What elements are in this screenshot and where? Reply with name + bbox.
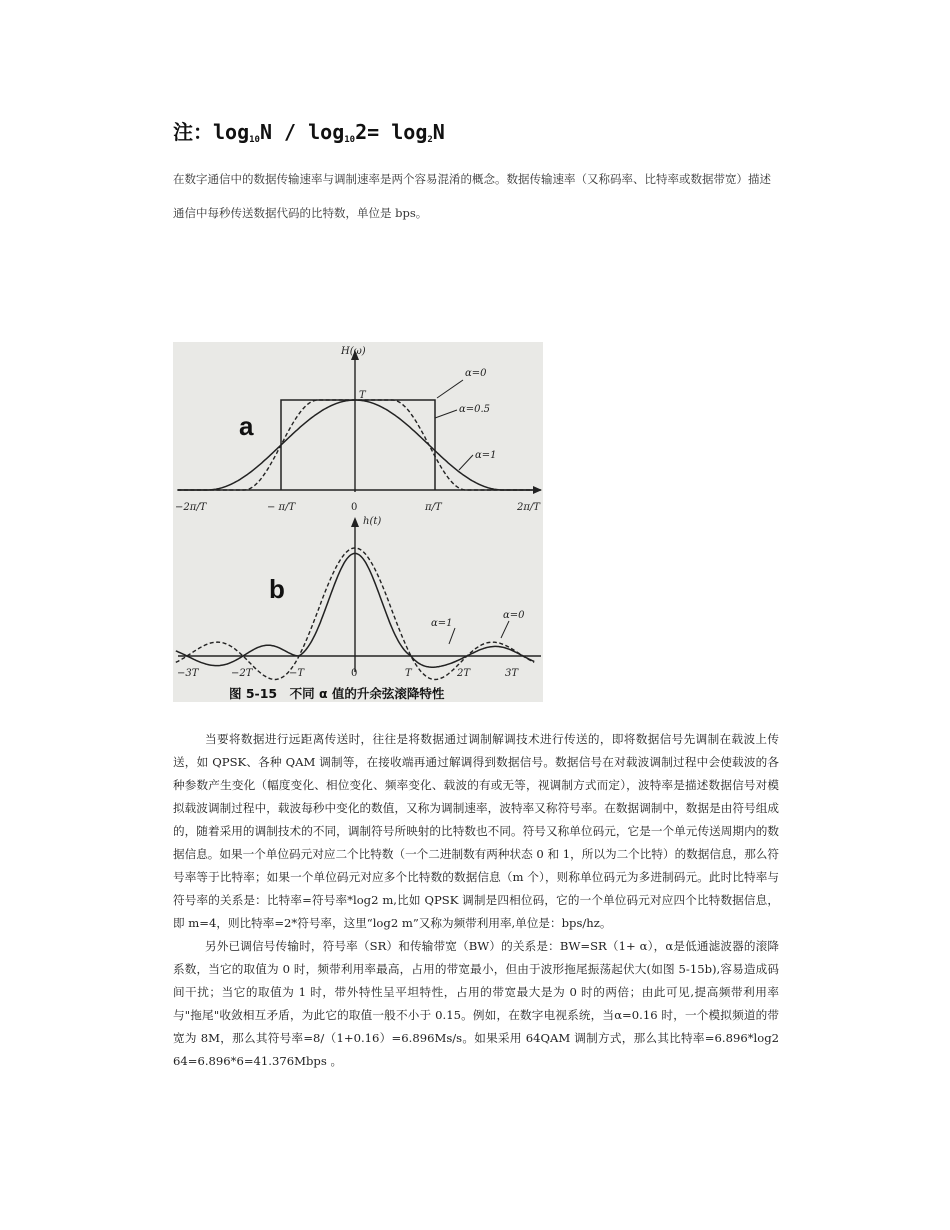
note-sub-1: 10 xyxy=(249,135,260,145)
a-xtick-2pi: 2π/T xyxy=(517,502,540,513)
b-xtick-neg2T: −2T xyxy=(231,668,253,679)
a-xtick-pi: π/T xyxy=(425,502,442,513)
figure-svg xyxy=(173,342,543,702)
note-text-1: log xyxy=(213,120,250,144)
a-T-label: T xyxy=(359,390,366,401)
note-prefix: 注： xyxy=(173,120,213,144)
body-paragraph-2: 另外已调信号传输时，符号率（SR）和传输带宽（BW）的关系是：BW=SR（1+ α），α是低通滤波器的滚降系数，当它的取值为 0 时，频带利用率最高，占用的带宽最小，但由于波形拖尾振荡起伏大(如图 5-15b),容易造成码间干扰；当它的取值为 1 时，带外特性呈平坦特性，占用的带宽最大是为 0 时的两倍；由此可见,提高频带利用率与"拖尾"收敛相互矛盾，为此它的取值一般不小于 0.15。例如，在数字电视系统，当α=0.16 时，一个模拟频道的带宽为 8M，那么其符号率=8/（1+0.16）=6.896Ms/s。如果采用 64QAM 调制方式，那么其比特率=6.896*log2 64=6.896*6=41.376Mbps 。 xyxy=(173,939,779,1068)
b-xtick-2T: 2T xyxy=(457,668,471,679)
panel-a-label: a xyxy=(239,411,254,441)
a-xtick-neg2pi: −2π/T xyxy=(175,502,207,513)
a-legend-alpha-0: α=0 xyxy=(465,368,487,379)
note-sub-3: 2 xyxy=(427,135,433,145)
note-heading xyxy=(173,116,445,145)
a-legend-alpha-0.5: α=0.5 xyxy=(459,404,491,415)
a-legend-alpha-1: α=1 xyxy=(475,450,497,461)
note-sub-2: 10 xyxy=(344,135,356,145)
note-text-3: 2= log xyxy=(355,120,428,144)
a-xtick-negpi: − π/T xyxy=(267,502,296,513)
b-xtick-neg3T: −3T xyxy=(177,668,199,679)
b-xtick-T: T xyxy=(405,668,412,679)
a-ylabel: H(ω) xyxy=(341,346,366,357)
body-text xyxy=(173,728,779,1073)
b-xtick-negT: −T xyxy=(289,668,305,679)
b-xtick-3T: 3T xyxy=(505,668,519,679)
body-paragraph-1: 当要将数据进行远距离传送时，往往是将数据通过调制解调技术进行传送的，即将数据信号先调制在载波上传送，如 QPSK、各种 QAM 调制等，在接收端再通过解调得到数据信号。数据信号在对载波调制过程中会使载波的各种参数产生变化（幅度变化、相位变化、频率变化、载波的有或无等，视调制方式而定），波特率是描述数据信号对模拟载波调制过程中，载波每秒中变化的数值，又称为调制速率，波特率又称符号率。在数据调制中，数据是由符号组成的，随着采用的调制技术的不同，调制符号所映射的比特数也不同。符号又称单位码元，它是一个单元传送周期内的数据信息。如果一个单位码元对应二个比特数（一个二进制数有两种状态 0 和 1，所以为二个比特）的数据信息，那么符号率等于比特率；如果一个单位码元对应多个比特数的数据信息（m 个），则称单位码元为多进制码元。此时比特率与符号率的关系是：比特率=符号率*log2 m,比如 QPSK 调制是四相位码，它的一个单位码元对应四个比特数据信息，即 m=4，则比特率=2*符号率，这里“log2 m”又称为频带利用率,单位是：bps/hz。 xyxy=(173,732,779,930)
figure-caption: 图 5-15 不同 α 值的升余弦滚降特性 xyxy=(229,686,445,701)
b-legend-alpha-1: α=1 xyxy=(431,618,453,629)
intro-paragraph: 在数字通信中的数据传输速率与调制速率是两个容易混淆的概念。数据传输速率（又称码率、比特率或数据带宽）描述通信中每秒传送数据代码的比特数，单位是 bps。 xyxy=(173,172,771,220)
raised-cosine-figure xyxy=(173,342,543,702)
note-text-4: N xyxy=(432,120,445,144)
panel-b-label: b xyxy=(269,574,285,604)
note-text-2: N / log xyxy=(259,120,345,144)
b-xtick-zero: 0 xyxy=(351,668,358,679)
b-legend-alpha-0: α=0 xyxy=(503,610,525,621)
a-xtick-zero: 0 xyxy=(351,502,358,513)
b-ylabel: h(t) xyxy=(363,516,382,527)
